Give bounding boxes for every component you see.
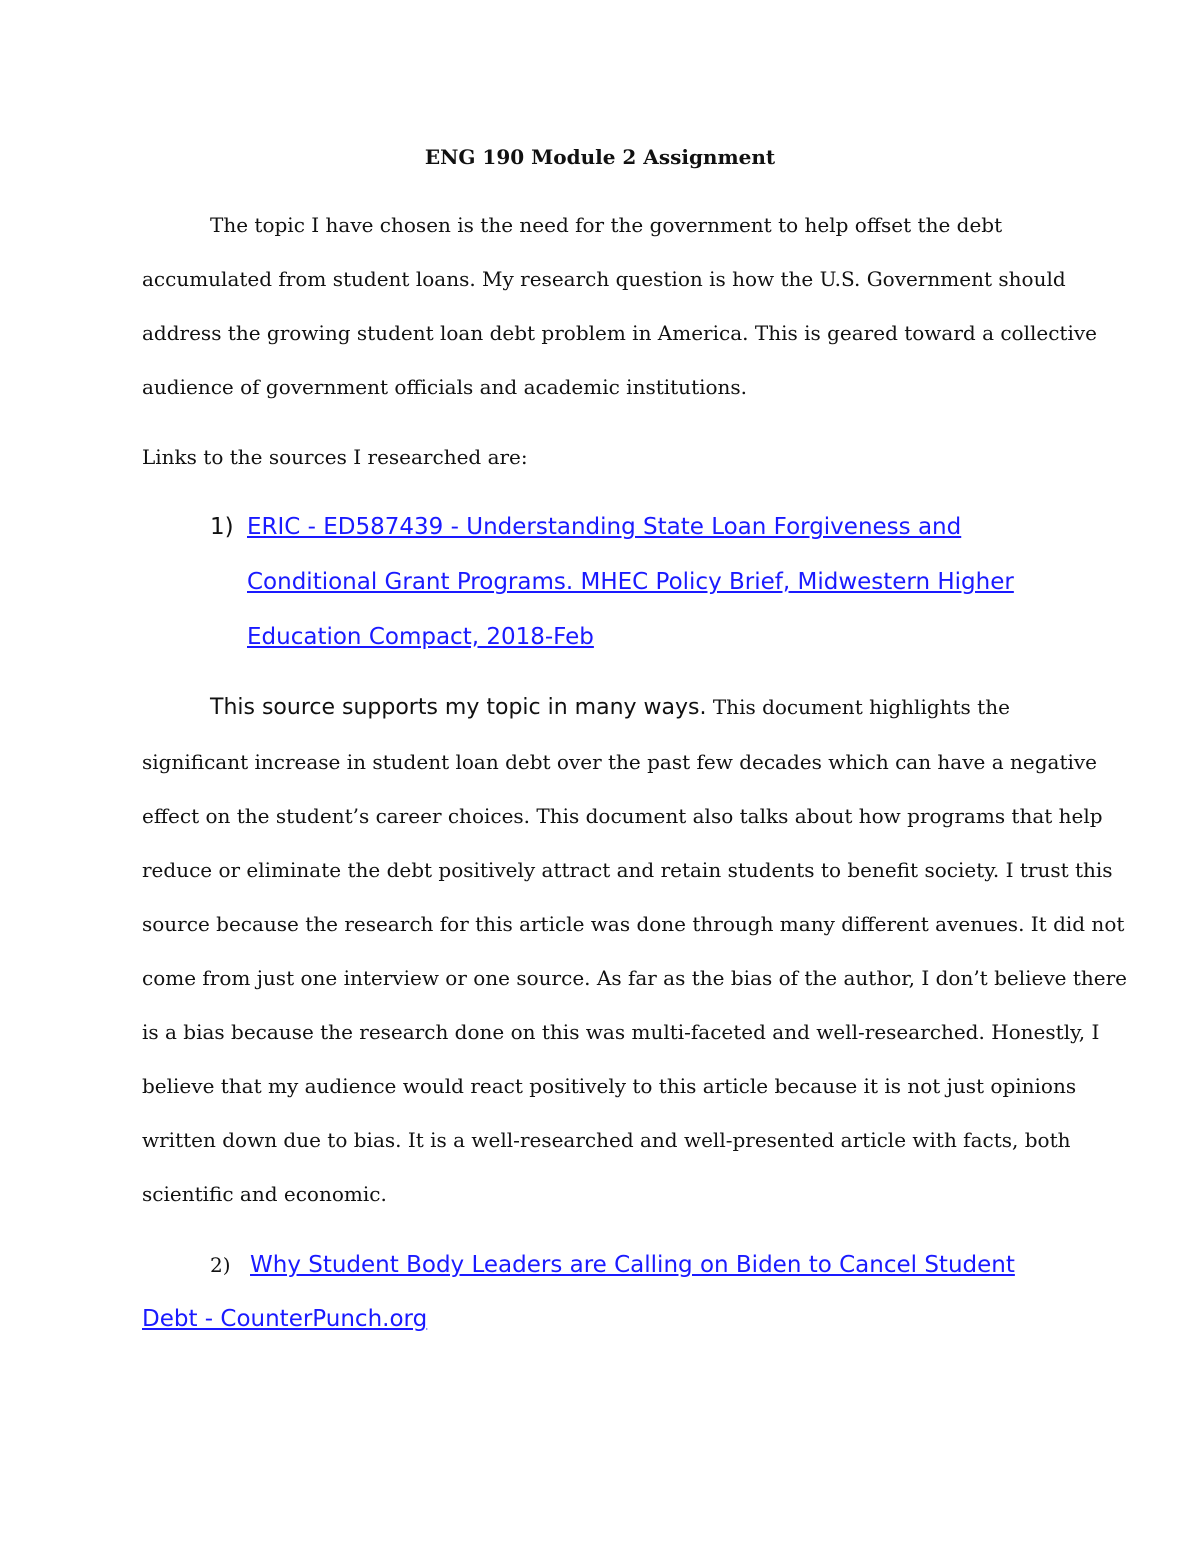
body-line: is a bias because the research done on this was multi-faceted and well-researched. Honestly, I xyxy=(142,1020,1100,1044)
source-link-counterpunch[interactable]: Debt - CounterPunch.org xyxy=(142,1306,428,1332)
source1-first-line xyxy=(210,694,1010,721)
body-line: come from just one interview or one source. As far as the bias of the author, I don’t believe there xyxy=(142,966,1127,990)
source-link-eric[interactable]: ERIC - ED587439 - Understanding State Loan Forgiveness and xyxy=(247,514,962,540)
document-title: ENG 190 Module 2 Assignment xyxy=(424,145,776,169)
body-line: reduce or eliminate the debt positively attract and retain students to benefit society. I trust this xyxy=(142,858,1113,882)
intro-line: The topic I have chosen is the need for the government to help offset the debt xyxy=(210,213,1003,237)
source-link-eric[interactable]: Conditional Grant Programs. MHEC Policy Brief, Midwestern Higher xyxy=(247,569,1014,595)
intro-line: accumulated from student loans. My research question is how the U.S. Government should xyxy=(142,267,1066,291)
source-link-counterpunch[interactable]: Why Student Body Leaders are Calling on Biden to Cancel Student xyxy=(250,1252,1015,1278)
body-line: written down due to bias. It is a well-researched and well-presented article with facts, both xyxy=(142,1128,1071,1152)
intro-line: address the growing student loan debt problem in America. This is geared toward a collective xyxy=(142,321,1097,345)
body-line: believe that my audience would react positively to this article because it is not just opinions xyxy=(142,1074,1077,1098)
list-number: 2) xyxy=(210,1253,231,1277)
body-line: effect on the student’s career choices. This document also talks about how programs that help xyxy=(142,804,1103,828)
intro-line: audience of government officials and academic institutions. xyxy=(142,375,748,399)
source1-lead-sentence: This source supports my topic in many ways. xyxy=(210,695,707,720)
links-intro: Links to the sources I researched are: xyxy=(142,445,528,469)
body-line: significant increase in student loan debt over the past few decades which can have a negative xyxy=(142,750,1098,774)
source1-first-line-rest: This document highlights the xyxy=(706,695,1010,719)
body-line: source because the research for this article was done through many different avenues. It did not xyxy=(142,912,1125,936)
source-link-eric[interactable]: Education Compact, 2018-Feb xyxy=(247,624,594,650)
list-number: 1) xyxy=(210,514,234,540)
body-line: scientific and economic. xyxy=(142,1182,387,1206)
